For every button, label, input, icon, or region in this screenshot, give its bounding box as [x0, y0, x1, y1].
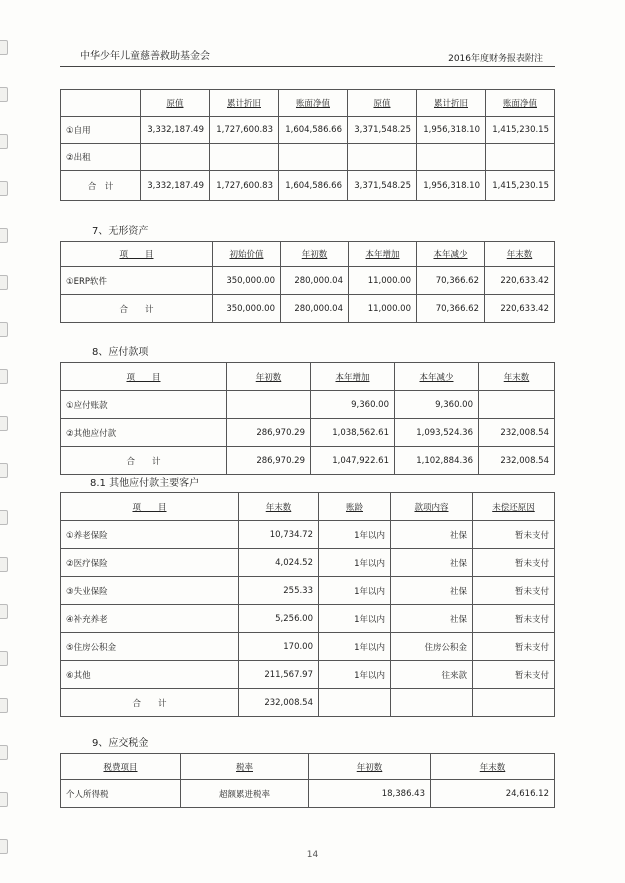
binder-hole	[0, 322, 8, 337]
header-cell: 账面净值	[486, 90, 555, 117]
header-cell: 税费项目	[61, 754, 181, 780]
cell-value: 3,332,187.49	[141, 117, 210, 144]
cell-value: 社保	[391, 521, 473, 549]
binder-hole	[0, 40, 8, 55]
cell-value	[279, 144, 348, 171]
row-label: 合 计	[61, 171, 141, 201]
table-row	[61, 391, 555, 419]
cell-value	[227, 391, 311, 419]
header-cell: 未偿还原因	[473, 493, 555, 521]
binder-hole	[0, 416, 8, 431]
cell-value: 暂未支付	[473, 521, 555, 549]
table-header-row	[61, 493, 555, 521]
header-cell: 累计折旧	[210, 90, 279, 117]
cell-value: 1,604,586.66	[279, 171, 348, 201]
row-label: ①自用	[61, 117, 141, 144]
table-header-row	[61, 363, 555, 391]
cell-value: 1年以内	[319, 521, 391, 549]
header-cell: 项 目	[61, 363, 227, 391]
header-rule	[60, 66, 555, 67]
cell-value	[210, 144, 279, 171]
cell-value: 280,000.04	[281, 267, 349, 295]
cell-value: 3,371,548.25	[348, 171, 417, 201]
header-cell: 本年增加	[349, 242, 417, 267]
row-label: 合 计	[61, 295, 213, 323]
cell-value: 1,956,318.10	[417, 171, 486, 201]
cell-value: 286,970.29	[227, 447, 311, 475]
cell-value: 社保	[391, 605, 473, 633]
table-row	[61, 577, 555, 605]
cell-value	[319, 689, 391, 717]
cell-value: 社保	[391, 577, 473, 605]
total-row	[61, 689, 555, 717]
binder-hole	[0, 698, 8, 713]
cell-value: 280,000.04	[281, 295, 349, 323]
cell-value: 1,047,922.61	[311, 447, 395, 475]
header-cell: 项 目	[61, 242, 213, 267]
header-cell: 年初数	[227, 363, 311, 391]
cell-value: 350,000.00	[213, 295, 281, 323]
table-row	[61, 549, 555, 577]
cell-value	[141, 144, 210, 171]
header-org: 中华少年儿童慈善救助基金会	[80, 51, 210, 62]
cell-value: 232,008.54	[239, 689, 319, 717]
payables-table	[60, 362, 555, 475]
header-cell: 年末数	[239, 493, 319, 521]
cell-value	[486, 144, 555, 171]
header-cell: 账龄	[319, 493, 391, 521]
cell-value: 70,366.62	[417, 295, 485, 323]
binder-hole	[0, 181, 8, 196]
row-label: ⑤住房公积金	[61, 633, 239, 661]
total-row	[61, 171, 555, 201]
cell-value: 1,415,230.15	[486, 171, 555, 201]
header-cell: 年末数	[485, 242, 555, 267]
table-header-row	[61, 90, 555, 117]
cell-value: 1,093,524.36	[395, 419, 479, 447]
row-label: ②出租	[61, 144, 141, 171]
binder-hole	[0, 604, 8, 619]
header-cell: 原值	[141, 90, 210, 117]
binder-hole	[0, 228, 8, 243]
cell-value: 232,008.54	[479, 419, 555, 447]
cell-value: 3,332,187.49	[141, 171, 210, 201]
row-label: ①养老保险	[61, 521, 239, 549]
cell-value: 1年以内	[319, 605, 391, 633]
cell-value: 暂未支付	[473, 577, 555, 605]
binder-hole	[0, 463, 8, 478]
cell-value: 232,008.54	[479, 447, 555, 475]
cell-value: 11,000.00	[349, 267, 417, 295]
cell-value: 5,256.00	[239, 605, 319, 633]
binder-hole	[0, 510, 8, 525]
other-payables-table	[60, 492, 555, 717]
cell-value: 暂未支付	[473, 633, 555, 661]
header-cell: 本年减少	[417, 242, 485, 267]
header-cell: 原值	[348, 90, 417, 117]
binder-hole	[0, 87, 8, 102]
header-cell: 账面净值	[279, 90, 348, 117]
row-label: ①ERP软件	[61, 267, 213, 295]
cell-value: 1,038,562.61	[311, 419, 395, 447]
row-label: 个人所得税	[61, 780, 181, 808]
header-cell: 项 目	[61, 493, 239, 521]
table-row	[61, 633, 555, 661]
header-cell	[61, 90, 141, 117]
section-title-payables: 8、应付款项	[92, 347, 149, 358]
row-label: ⑥其他	[61, 661, 239, 689]
row-label: ④补充养老	[61, 605, 239, 633]
cell-value	[348, 144, 417, 171]
table-row	[61, 661, 555, 689]
total-row	[61, 447, 555, 475]
cell-value: 1年以内	[319, 549, 391, 577]
cell-value: 1,727,600.83	[210, 117, 279, 144]
header-cell: 本年增加	[311, 363, 395, 391]
cell-value: 1,415,230.15	[486, 117, 555, 144]
cell-value: 24,616.12	[431, 780, 555, 808]
binder-hole	[0, 651, 8, 666]
header-cell: 年初数	[281, 242, 349, 267]
cell-value: 70,366.62	[417, 267, 485, 295]
cell-value: 1年以内	[319, 661, 391, 689]
total-row	[61, 295, 555, 323]
binder-hole	[0, 369, 8, 384]
cell-value	[473, 689, 555, 717]
intangible-table	[60, 241, 555, 323]
cell-value: 暂未支付	[473, 605, 555, 633]
binder-hole	[0, 745, 8, 760]
header-cell: 年末数	[479, 363, 555, 391]
cell-value: 3,371,548.25	[348, 117, 417, 144]
cell-value: 350,000.00	[213, 267, 281, 295]
row-label: 合 计	[61, 689, 239, 717]
cell-value: 1,604,586.66	[279, 117, 348, 144]
table-header-row	[61, 242, 555, 267]
row-label: ②其他应付款	[61, 419, 227, 447]
cell-value: 暂未支付	[473, 549, 555, 577]
table-row	[61, 117, 555, 144]
header-doc-title: 2016年度财务报表附注	[448, 54, 543, 64]
cell-value: 9,360.00	[311, 391, 395, 419]
section-title-taxes: 9、应交税金	[92, 738, 149, 749]
row-label: ①应付账款	[61, 391, 227, 419]
cell-value: 255.33	[239, 577, 319, 605]
binder-hole	[0, 792, 8, 807]
cell-value: 9,360.00	[395, 391, 479, 419]
fixed-assets-table	[60, 89, 555, 201]
table-row	[61, 780, 555, 808]
cell-value: 18,386.43	[309, 780, 431, 808]
taxes-table	[60, 753, 555, 808]
binder-hole	[0, 557, 8, 572]
header-cell: 年末数	[431, 754, 555, 780]
cell-value: 1年以内	[319, 633, 391, 661]
table-row	[61, 419, 555, 447]
cell-value: 超额累进税率	[181, 780, 309, 808]
cell-value: 社保	[391, 549, 473, 577]
row-label: ③失业保险	[61, 577, 239, 605]
table-row	[61, 144, 555, 171]
binder-hole	[0, 275, 8, 290]
header-cell: 款项内容	[391, 493, 473, 521]
section-title-other-payables: 8.1 其他应付款主要客户	[90, 478, 200, 489]
cell-value: 1年以内	[319, 577, 391, 605]
cell-value: 住房公积金	[391, 633, 473, 661]
header-cell: 年初数	[309, 754, 431, 780]
cell-value	[391, 689, 473, 717]
cell-value	[417, 144, 486, 171]
cell-value: 暂未支付	[473, 661, 555, 689]
table-row	[61, 521, 555, 549]
row-label: 合 计	[61, 447, 227, 475]
page-number: 14	[306, 850, 319, 860]
cell-value: 220,633.42	[485, 295, 555, 323]
cell-value: 1,727,600.83	[210, 171, 279, 201]
cell-value	[479, 391, 555, 419]
cell-value: 211,567.97	[239, 661, 319, 689]
cell-value: 1,956,318.10	[417, 117, 486, 144]
section-title-intangible: 7、无形资产	[92, 226, 149, 237]
cell-value: 4,024.52	[239, 549, 319, 577]
table-header-row	[61, 754, 555, 780]
cell-value: 286,970.29	[227, 419, 311, 447]
binder-hole	[0, 134, 8, 149]
cell-value: 1,102,884.36	[395, 447, 479, 475]
cell-value: 170.00	[239, 633, 319, 661]
cell-value: 10,734.72	[239, 521, 319, 549]
cell-value: 往来款	[391, 661, 473, 689]
cell-value: 11,000.00	[349, 295, 417, 323]
header-cell: 累计折旧	[417, 90, 486, 117]
header-cell: 初始价值	[213, 242, 281, 267]
table-row	[61, 605, 555, 633]
row-label: ②医疗保险	[61, 549, 239, 577]
table-row	[61, 267, 555, 295]
header-cell: 本年减少	[395, 363, 479, 391]
cell-value: 220,633.42	[485, 267, 555, 295]
header-cell: 税率	[181, 754, 309, 780]
